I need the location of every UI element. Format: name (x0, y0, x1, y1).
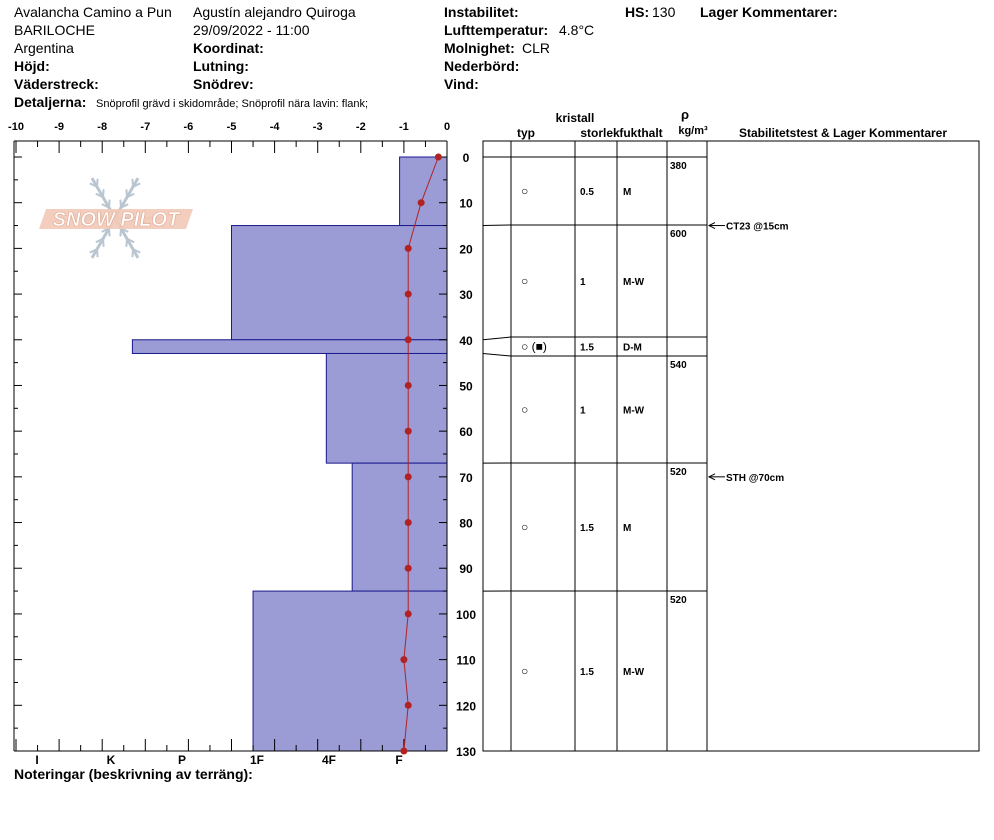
temperature-tick-label: -5 (226, 121, 237, 133)
temperature-point (405, 336, 412, 343)
table-row-line (483, 225, 707, 226)
crystal-size: 1 (580, 405, 586, 417)
lager-kommentarer-label: Lager Kommentarer: (700, 4, 838, 20)
layer-density: 520 (670, 467, 687, 478)
header-storlek: storlek (580, 126, 620, 140)
crystal-type: ○ (521, 664, 529, 678)
hs-value: 130 (652, 4, 676, 20)
depth-tick-label: 0 (462, 151, 470, 165)
depth-tick-label: 40 (459, 333, 473, 348)
layer-wetness: M-W (623, 277, 645, 288)
snodrev-label: Snödrev: (193, 76, 254, 92)
depth-tick-label: 30 (459, 288, 473, 303)
depth-tick-label: 20 (459, 242, 473, 257)
observation-datetime: 29/09/2022 - 11:00 (193, 22, 310, 38)
crystal-type: ○ (521, 520, 529, 534)
snowflake-branch (132, 249, 133, 257)
hardness-layer (326, 353, 447, 463)
temperature-point (400, 748, 407, 755)
observer-name: Agustín alejandro Quiroga (193, 4, 356, 20)
snowflake-branch (132, 179, 133, 187)
depth-tick-label: 80 (459, 516, 473, 531)
depth-tick-label: 90 (459, 562, 473, 577)
hardness-layer (132, 340, 447, 354)
layer-wetness: M-W (623, 405, 645, 417)
molnighet-value: CLR (522, 40, 551, 56)
temperature-point (405, 702, 412, 709)
layer-wetness: M (623, 187, 632, 198)
stability-test-label: STH @70cm (726, 472, 785, 484)
temperature-tick-label: -9 (54, 121, 64, 133)
header-stability: Stabilitetstest & Lager Kommentarer (738, 126, 948, 140)
snowflake-branch (97, 249, 98, 257)
hardness-tick-label: F (395, 753, 403, 767)
layer-wetness: D-M (623, 342, 642, 354)
nederbord-label: Nederbörd: (444, 58, 520, 74)
vind-label: Vind: (444, 76, 479, 92)
temperature-point (405, 291, 412, 298)
hardness-tick-label: 1F (249, 753, 265, 767)
location-name: Avalancha Camino a Pun (14, 4, 172, 20)
table-row-line (483, 337, 707, 340)
snowflake-branch (126, 189, 127, 197)
snowflake-branch (103, 239, 104, 247)
temperature-point (418, 199, 425, 206)
snowflake-branch (126, 239, 127, 247)
temperature-tick-label: -10 (8, 121, 24, 133)
depth-tick-label: 10 (459, 196, 473, 211)
hardness-tick-label: P (177, 753, 187, 767)
snowflake-branch (120, 200, 121, 208)
temperature-point (400, 656, 407, 663)
instabilitet-label: Instabilitet: (444, 4, 519, 20)
country-name: Argentina (14, 40, 74, 56)
hojd-label: Höjd: (14, 58, 50, 74)
layer-wetness: M-W (623, 667, 645, 678)
depth-tick-label: 100 (455, 607, 477, 622)
hardness-layer (253, 591, 447, 751)
hardness-layer (400, 157, 447, 226)
header-density-unit: kg/m³ (678, 125, 708, 137)
layer-density: 380 (670, 161, 687, 172)
depth-tick-label: 60 (459, 425, 473, 440)
hardness-tick-label: 4F (321, 753, 337, 767)
lufttemp-label: Lufttemperatur: (444, 22, 549, 38)
depth-tick-label: 110 (456, 653, 476, 668)
temperature-point (405, 245, 412, 252)
layer-table (483, 107, 979, 751)
crystal-size: 1.5 (580, 667, 594, 678)
crystal-type: ○ (■) (521, 339, 547, 354)
detaljerna-value: Snöprofil grävd i skidområde; Snöprofil nära lavin: flank; (96, 98, 369, 110)
molnighet-label: Molnighet: (444, 40, 515, 56)
temperature-tick-label: -4 (269, 121, 280, 133)
temperature-point (405, 519, 412, 526)
temperature-tick-label: -1 (399, 121, 409, 133)
hs-label: HS: (625, 4, 650, 20)
temperature-point (405, 565, 412, 572)
koordinat-label: Koordinat: (193, 40, 264, 56)
lutning-label: Lutning: (193, 58, 249, 74)
snowflake-branch (109, 200, 110, 208)
layer-wetness: M (623, 523, 632, 534)
temperature-tick-label: -6 (183, 121, 194, 133)
temperature-point (435, 154, 442, 161)
header-rho: ρ (680, 107, 690, 122)
hardness-layer (232, 226, 448, 340)
table-row-line (483, 353, 707, 356)
crystal-size: 1 (580, 277, 586, 288)
crystal-size: 1.5 (580, 523, 594, 534)
temperature-tick-label: -7 (140, 121, 151, 133)
depth-tick-label: 120 (455, 699, 477, 714)
temperature-tick-label: -8 (97, 121, 108, 133)
temperature-point (405, 610, 412, 617)
layer-density: 540 (670, 360, 687, 371)
hardness-tick-label: K (106, 753, 116, 767)
lufttemp-value: 4.8°C (559, 22, 595, 38)
temperature-tick-label: 0 (443, 121, 451, 133)
depth-tick-label: 70 (459, 470, 473, 485)
layer-density: 520 (670, 595, 687, 606)
hardness-layer (352, 463, 447, 591)
depth-tick-label: 130 (455, 745, 477, 759)
snowflake-branch (103, 189, 104, 197)
vaderstreck-label: Väderstreck: (14, 76, 99, 92)
noteringar-label: Noteringar (beskrivning av terräng): (14, 766, 253, 782)
temperature-tick-label: -2 (355, 121, 366, 133)
hardness-tick-label: I (35, 753, 39, 767)
snowflake-branch (97, 179, 98, 187)
layer-density: 600 (670, 229, 687, 240)
crystal-type: ○ (521, 184, 529, 198)
header-kristall: kristall (555, 111, 595, 125)
temperature-tick-label: -3 (312, 121, 323, 133)
crystal-size: 1.5 (580, 342, 594, 354)
crystal-type: ○ (521, 274, 529, 288)
detaljerna-label: Detaljerna: (14, 94, 87, 110)
stability-test-label: CT23 @15cm (726, 221, 789, 233)
region-name: BARILOCHE (14, 22, 95, 38)
temperature-point (405, 428, 412, 435)
header-typ: typ (517, 126, 535, 140)
snowpilot-watermark (39, 178, 193, 258)
watermark-text: SNOW PILOT (52, 209, 180, 231)
hardness-layers (132, 157, 447, 751)
temperature-point (405, 382, 412, 389)
header-fukthalt: fukthalt (619, 126, 663, 140)
temperature-point (405, 473, 412, 480)
crystal-size: 0.5 (580, 187, 594, 198)
crystal-type: ○ (521, 402, 529, 417)
depth-tick-label: 50 (459, 379, 473, 394)
